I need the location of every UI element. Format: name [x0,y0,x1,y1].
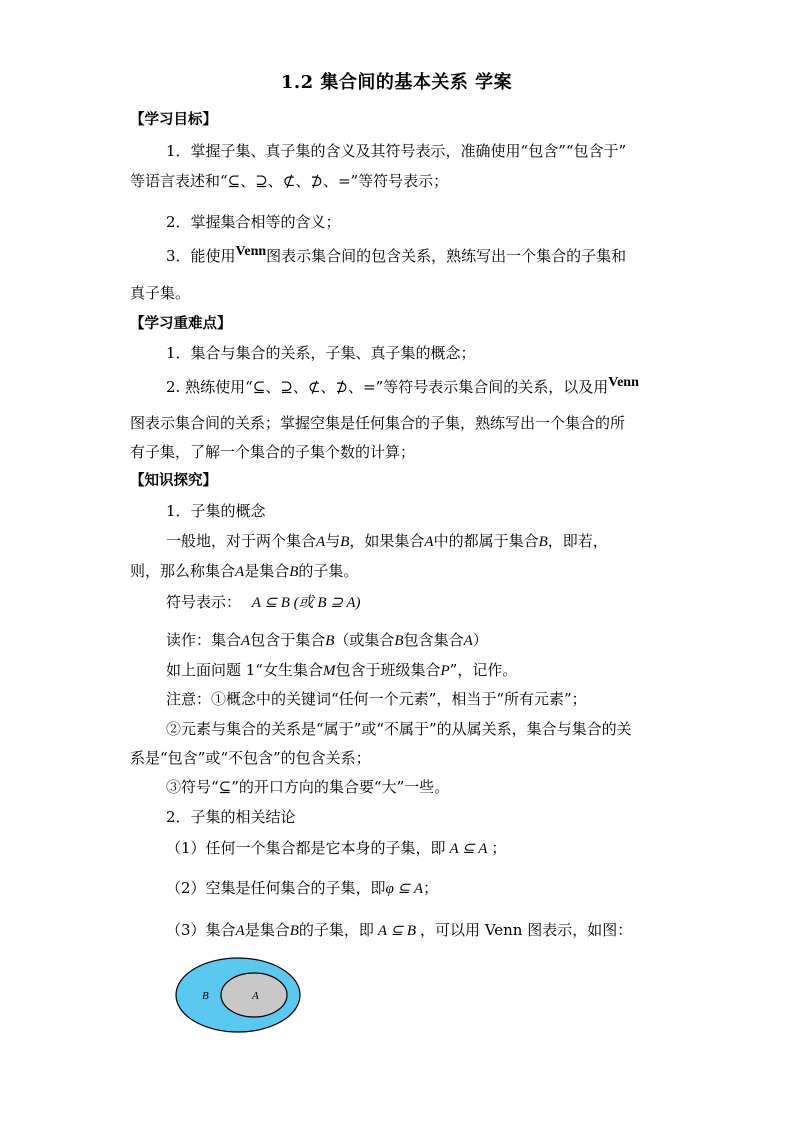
def-text-5a: 则，那么称集合 [130,562,236,580]
note-1: 注意：①概念中的关键词“任何一个元素”，相当于“所有元素”； [166,690,587,708]
goal-1-line-1: 1．掌握子集、真子集的含义及其符号表示，准确使用“包含”“包含于” [166,142,627,160]
def-text-3: 中的都属于集合 [433,532,539,550]
read-text-4: 包含集合 [403,631,464,649]
example-var-p: P [440,663,450,679]
def-var-b2: B [538,534,548,550]
reading-line [166,630,488,651]
keypoint-2-line-1 [166,377,639,399]
definition-line-1 [166,531,608,552]
c1-text: （1）任何一个集合都是它本身的子集，即 [166,839,446,857]
c1-end: ； [491,839,507,857]
example-text-1: 如上面问题 1“女生集合 [166,661,323,679]
c2-expression: φ ⊆ A [385,881,424,897]
heading-learning-goals: 【学习目标】 [130,111,217,128]
c1-expression: A ⊆ A [449,841,488,857]
read-text-1: 读作：集合 [166,631,242,649]
read-var-b2: B [394,633,404,649]
def-text-4: ，即若， [547,532,608,550]
goal-3-post: 图表示集合间的包含关系，熟练写出一个集合的子集和 [266,247,627,265]
venn-label-b: B [202,990,209,1002]
goal-3-line-2: 真子集。 [130,284,191,302]
read-var-a: A [241,633,251,649]
def-var-a: A [316,534,326,550]
note-2-line-1: ②元素与集合的关系是“属于”或“不属于”的从属关系，集合与集合的关 [166,720,632,738]
venn-word-2: Venn [608,375,639,390]
goal-3-line-1 [166,246,626,268]
conclusion-3 [166,920,632,941]
c3-text-3: 的子集，即 [298,921,374,939]
conclusion-1 [166,838,506,859]
heading-knowledge-explore: 【知识探究】 [130,472,217,489]
notation-label: 符号表示： [166,593,242,611]
venn-word: Venn [235,244,267,259]
def-var-a2: A [424,534,434,550]
example-line [166,660,517,681]
c3-text-2: 是集合 [244,921,290,939]
goal-1-line-2: 等语言表述和“⊆、⊇、⊄、⊅、=”等符号表示； [130,172,449,190]
def-text-1: 一般地，对于两个集合 [166,532,317,550]
read-text-2: 包含于集合 [250,631,326,649]
def-text-with: 与 [325,532,341,550]
def-var-b3: B [289,564,299,580]
heading-key-points: 【学习重难点】 [130,315,232,332]
note-3: ③符号“⊆”的开口方向的集合要“大”一些。 [166,778,450,796]
read-text-3: （或集合 [334,631,395,649]
example-text-2: 包含于班级集合 [335,661,441,679]
example-var-m: M [322,663,336,679]
venn-label-a: A [252,990,259,1002]
goal-3-pre: 3．能使用 [166,247,236,265]
read-var-a2: A [463,633,473,649]
page-title: 1.2 集合间的基本关系 学案 [280,72,513,93]
conclusion-2 [166,878,438,899]
def-var-a3: A [235,564,245,580]
notation-line [166,592,361,613]
note-2-line-2: 系是“包含”或“不包含”的包含关系； [130,749,371,767]
subheading-subset-concept: 1．子集的概念 [166,502,266,520]
definition-line-2 [130,561,358,582]
c3-expression: A ⊆ B [377,923,417,939]
c3-var-b: B [289,923,299,939]
def-text-5c: 的子集。 [298,562,359,580]
c3-var-a: A [235,923,245,939]
goal-2: 2．掌握集合相等的含义； [166,213,341,231]
keypoint-2-line-3: 有子集，了解一个集合的子集个数的计算； [130,443,416,461]
def-var-b: B [340,534,350,550]
keypoint-2-line-2: 图表示集合间的关系；掌握空集是任何集合的子集，熟练写出一个集合的所 [130,414,626,432]
venn-diagram [174,955,314,1035]
subheading-subset-conclusions: 2．子集的相关结论 [166,808,296,826]
c3-text-4: ，可以用 Venn 图表示，如图： [420,921,633,939]
read-text-5: ） [472,631,488,649]
def-text-5b: 是集合 [244,562,290,580]
c3-text-1: （3）集合 [166,921,236,939]
keypoint-2-pre: 2. 熟练使用“⊆、⊇、⊄、⊅、=”等符号表示集合间的关系，以及用 [166,378,609,396]
notation-expression: A ⊆ B (或 B ⊇ A) [251,595,361,611]
def-text-2: ，如果集合 [349,532,425,550]
read-var-b: B [325,633,335,649]
keypoint-1: 1．集合与集合的关系，子集、真子集的概念； [166,344,476,362]
c2-end: ； [423,879,439,897]
c2-text: （2）空集是任何集合的子集，即 [166,879,386,897]
example-text-3: ”，记作。 [449,661,518,679]
